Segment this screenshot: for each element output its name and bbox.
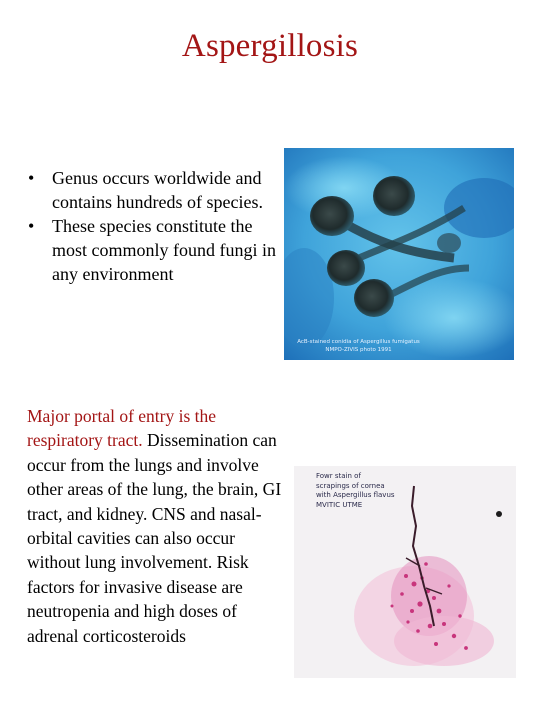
entry-paragraph — [27, 404, 289, 648]
bullet-item — [28, 166, 278, 214]
stained-corneal-scraping-image — [294, 466, 516, 678]
bullet-marker: • — [28, 168, 35, 188]
micrograph-caption — [296, 338, 421, 354]
micrograph-aspergillus-conidia — [284, 148, 514, 360]
paragraph-highlight: Major portal of entry is the respiratory tract. — [27, 406, 217, 451]
bullet-text: These species constitute the most commonly found fungi in any environment — [52, 216, 276, 284]
caption-line: NMPO-ZIVIS photo 1991 — [325, 347, 392, 353]
bullet-list — [28, 166, 278, 286]
caption-line: AcB-stained conidia of Aspergillus fumigatus — [297, 339, 420, 345]
micrograph-image — [284, 148, 514, 360]
slide-title: Aspergillosis — [181, 28, 359, 64]
stain-label: Fowr stain of scrapings of cornea with Aspergillus flavus MVITIC UTME — [316, 472, 395, 509]
paragraph-body: Dissemination can occur from the lungs and involve other areas of the lung, the brain, GI tract, and kidney. CNS and nasal-orbital cavities can also occur without lung involvement. Risk factors for invasive disease are neutropenia and high doses of adrenal corticosteroids — [27, 430, 282, 646]
bullet-marker: • — [28, 216, 35, 236]
bullet-item — [28, 214, 278, 286]
bullet-text: Genus occurs worldwide and contains hundreds of species. — [52, 168, 263, 212]
